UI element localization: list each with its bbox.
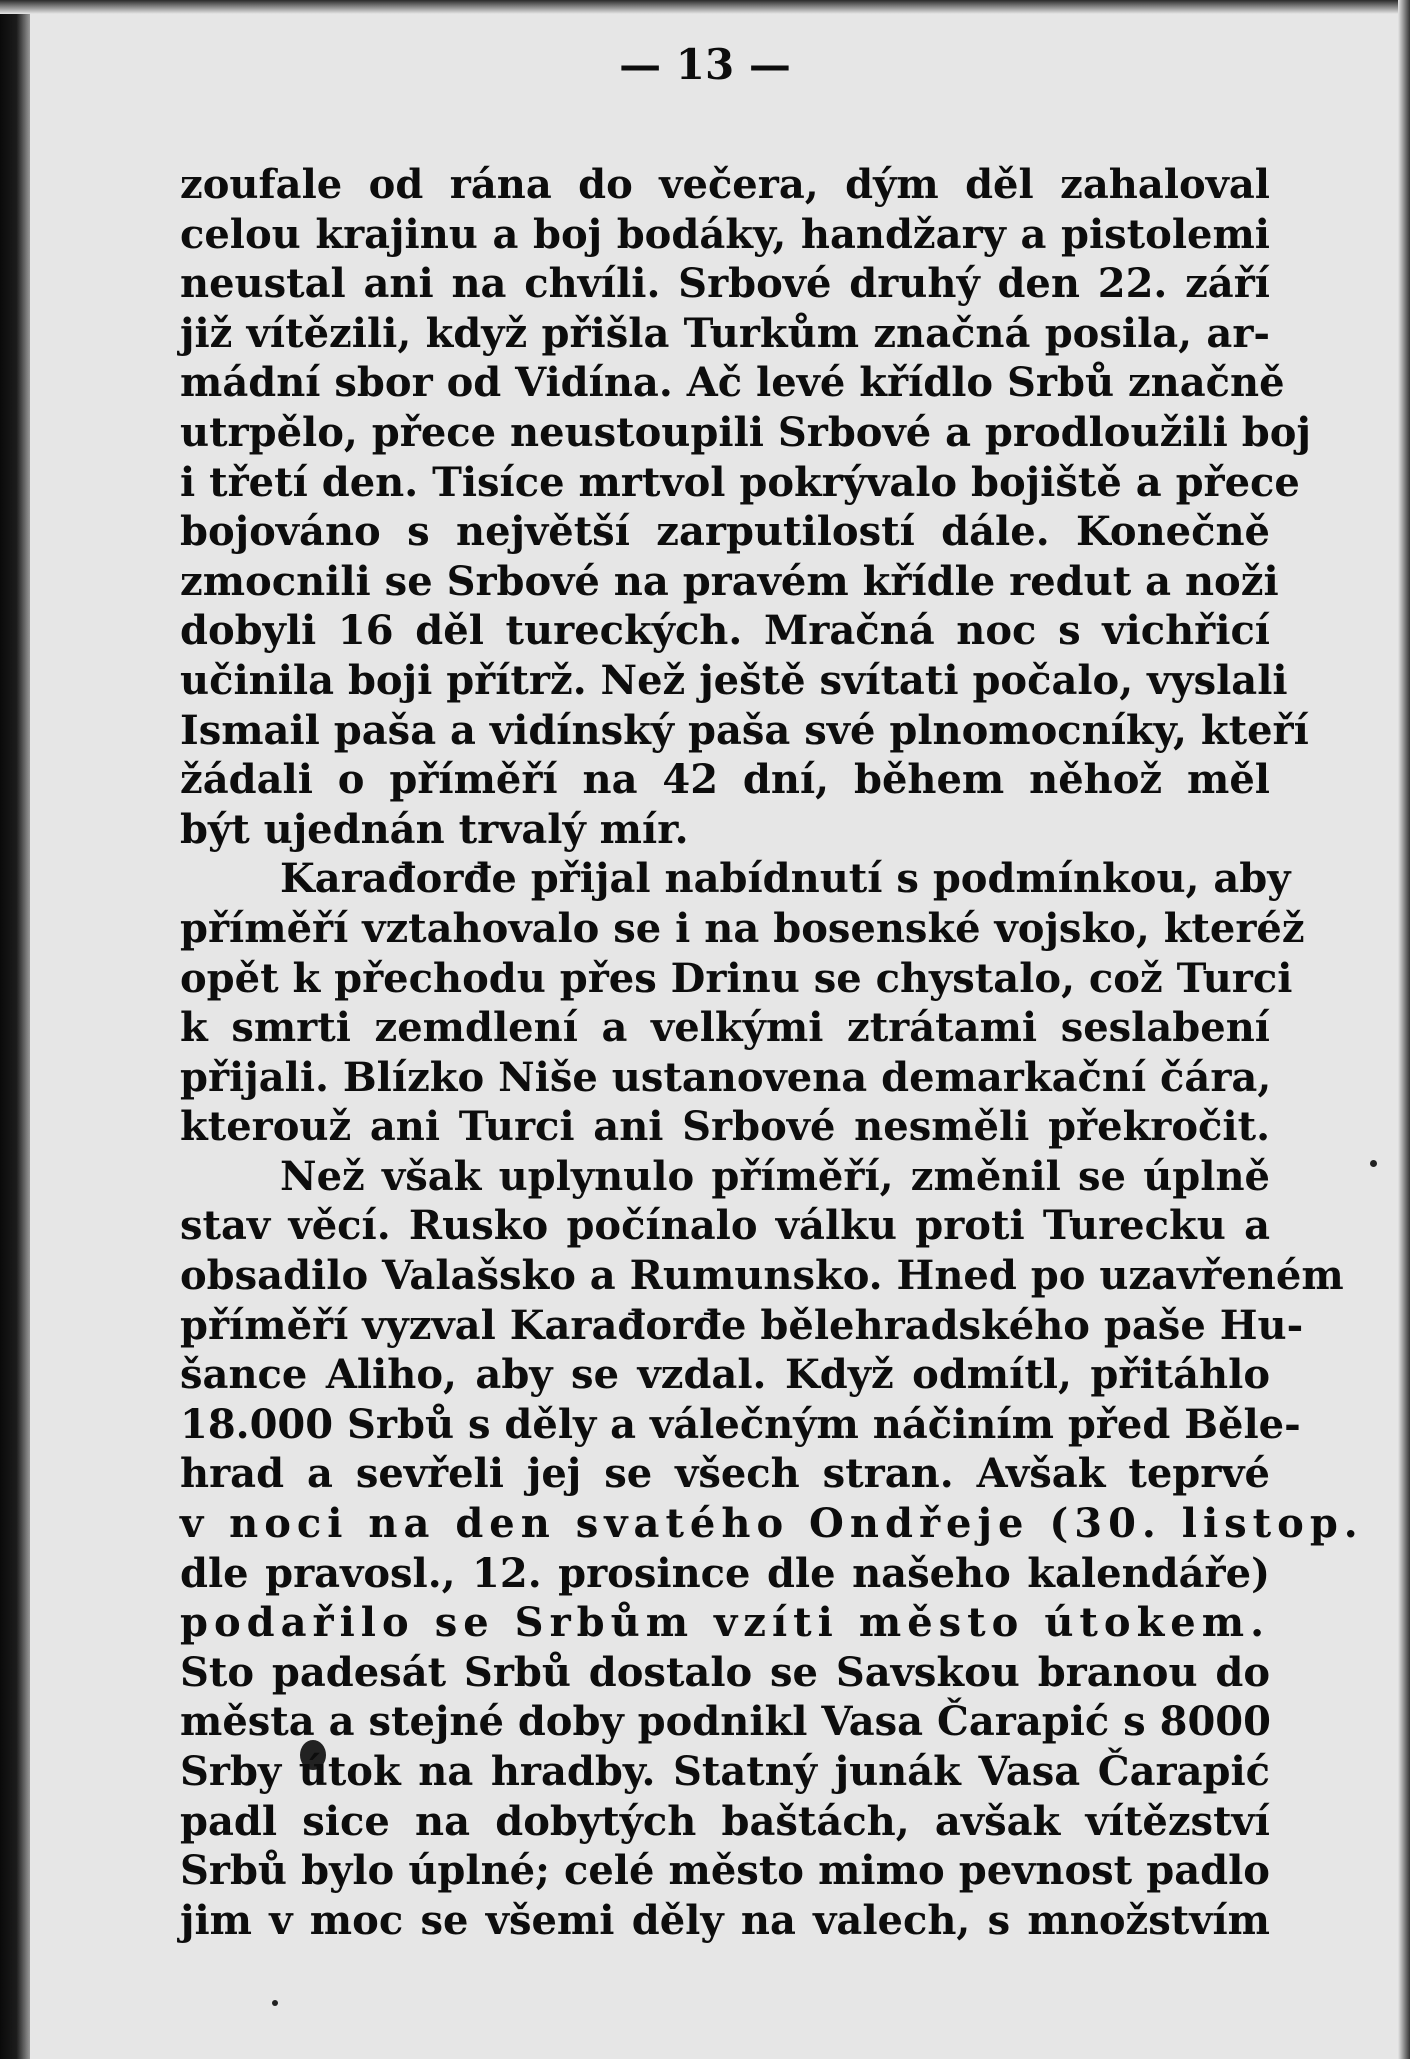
text-line: dle pravosl., 12. prosince dle našeho kalendáře) (180, 1549, 1270, 1597)
text-line: Srby útok na hradby. Statný junák Vasa Čarapić (180, 1748, 1270, 1795)
text-line: přijali. Blízko Niše ustanovena demarkační čára, (180, 1053, 1272, 1101)
text-line: 18.000 Srbů s děly a válečným náčiním před Běle- (180, 1400, 1301, 1448)
scan-speck (272, 2000, 278, 2006)
text-line: stav věcí. Rusko počínalo válku proti Turecku a (180, 1202, 1270, 1250)
text-line: hrad a sevřeli jej se všech stran. Avšak teprvé (180, 1450, 1270, 1498)
scan-speck (1370, 1160, 1377, 1167)
text-line: neustal ani na chvíli. Srbové druhý den 22. září (180, 260, 1270, 308)
text-line: i třetí den. Tisíce mrtvol pokrývalo bojiště a přece (180, 458, 1300, 506)
text-line: jim v moc se všemi děly na valech, s množstvím (180, 1896, 1270, 1944)
right-page-edge (1398, 0, 1410, 2059)
text-line: k smrti zemdlení a velkými ztrátami seslabení (180, 1004, 1270, 1052)
text-line: podařilo se Srbům vzíti město útokem. (180, 1599, 1270, 1647)
text-line: bojováno s největší zarputilostí dále. Konečně (180, 508, 1270, 556)
text-line: dobyli 16 děl tureckých. Mračná noc s vichřicí (180, 607, 1270, 655)
text-line: zoufale od rána do večera, dým děl zahaloval (180, 161, 1270, 208)
text-line: Sto padesát Srbů dostalo se Savskou branou do (180, 1648, 1270, 1696)
text-line: padl sice na dobytých baštách, avšak vítězství (180, 1797, 1270, 1845)
text-line: kterouž ani Turci ani Srbové nesměli překročit. (180, 1103, 1270, 1151)
text-line: obsadilo Valašsko a Rumunsko. Hned po uzavřeném (180, 1252, 1344, 1300)
text-line: již vítězili, když přišla Turkům značná posila, ar- (180, 309, 1270, 357)
text-line: utrpělo, přece neustoupili Srbové a prodloužili boj (180, 408, 1311, 456)
text-line: opět k přechodu přes Drinu se chystalo, což Turci (180, 954, 1293, 1002)
text-line: příměří vyzval Karađorđe bělehradského paše Hu- (180, 1301, 1304, 1349)
book-binding-edge (0, 0, 30, 2059)
text-line: šance Aliho, aby se vzdal. Když odmítl, přitáhlo (180, 1351, 1270, 1399)
text-line: Než však uplynulo příměří, změnil se úplně (280, 1152, 1270, 1200)
text-line: zmocnili se Srbové na pravém křídle redut a noži (180, 557, 1279, 605)
body-text (180, 160, 1364, 1945)
text-line: mádní sbor od Vidína. Ač levé křídlo Srbů značně (180, 359, 1285, 407)
text-line: Ismail paša a vidínský paša své plnomocníky, kteří (180, 706, 1309, 754)
text-line: příměří vztahovalo se i na bosenské vojsko, kteréž (180, 904, 1305, 952)
page-number: — 13 — (619, 40, 791, 89)
text-line: města a stejné doby podnikl Vasa Čarapić s 8000 (180, 1698, 1271, 1746)
text-line: učinila boji přítrž. Než ještě svítati počalo, vyslali (180, 656, 1288, 704)
top-page-edge (0, 0, 1410, 14)
text-line: žádali o příměří na 42 dní, během něhož měl (180, 756, 1270, 804)
text-line: v noci na den svatého Ondřeje (30. listop. (180, 1500, 1364, 1548)
text-line: Karađorđe přijal nabídnutí s podmínkou, aby (280, 855, 1291, 903)
text-line: celou krajinu a boj bodáky, handžary a pistolemi (180, 210, 1270, 258)
text-line: Srbů bylo úplné; celé město mimo pevnost padlo (180, 1847, 1270, 1895)
text-line: být ujednán trvalý mír. (180, 805, 689, 853)
